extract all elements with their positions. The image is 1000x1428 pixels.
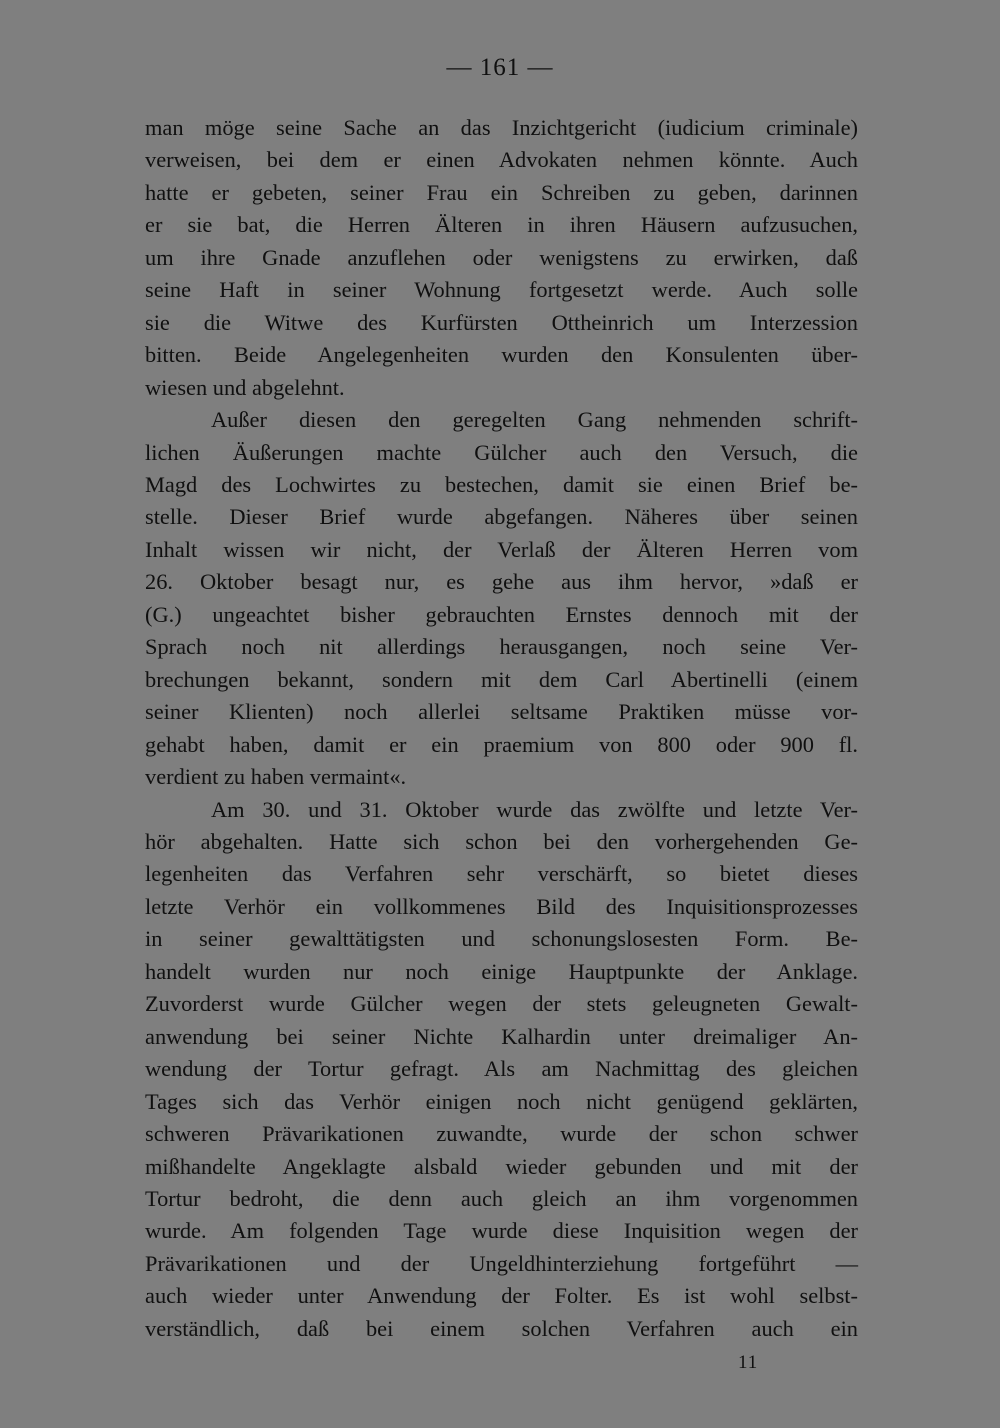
signature-mark: 11 [738,1352,759,1373]
text-line: verständlich, daß bei einem solchen Verfahren auch ein [145,1315,858,1341]
text-line: hatte er gebeten, seiner Frau ein Schreiben zu geben, darinnen [145,179,858,205]
text-line: lichen Äußerungen machte Gülcher auch den Versuch, die [145,439,858,465]
text-line: bitten. Beide Angelegenheiten wurden den Konsulenten über- [145,342,858,368]
text-line: Magd des Lochwirtes zu bestechen, damit sie einen Brief be- [145,471,858,497]
text-line: wendung der Tortur gefragt. Als am Nachmittag des gleichen [145,1056,858,1082]
text-line: Am 30. und 31. Oktober wurde das zwölfte und letzte Ver- [211,796,858,822]
text-line: hör abgehalten. Hatte sich schon bei den vorhergehenden Ge- [145,828,858,854]
text-line: Sprach noch nit allerdings herausgangen, noch seine Ver- [145,634,858,660]
text-line: letzte Verhör ein vollkommenes Bild des Inquisitionsprozesses [145,893,858,919]
text-line: verdient zu haben vermaint«. [145,764,407,790]
text-line: handelt wurden nur noch einige Hauptpunkte der Anklage. [145,958,858,984]
text-line: stelle. Dieser Brief wurde abgefangen. Näheres über seinen [145,504,858,530]
text-line: wiesen und abgelehnt. [145,374,345,400]
text-line: Zuvorderst wurde Gülcher wegen der stets geleugneten Gewalt- [145,991,858,1017]
text-line: man möge seine Sache an das Inzichtgericht (iudicium criminale) [145,115,858,140]
text-line: mißhandelte Angeklagte alsbald wieder gebunden und mit der [145,1153,858,1179]
text-line: wurde. Am folgenden Tage wurde diese Inquisition wegen der [145,1218,858,1244]
text-line: (G.) ungeachtet bisher gebrauchten Ernstes dennoch mit der [145,601,858,627]
text-line: Außer diesen den geregelten Gang nehmenden schrift- [211,407,858,433]
text-line: um ihre Gnade anzuflehen oder wenigstens zu erwirken, daß [145,244,858,270]
text-line: schweren Prävarikationen zuwandte, wurde der schon schwer [145,1121,858,1147]
text-line: Prävarikationen und der Ungeldhinterziehung fortgeführt — [145,1250,858,1276]
text-line: seine Haft in seiner Wohnung fortgesetzt werde. Auch solle [145,277,858,303]
text-line: brechungen bekannt, sondern mit dem Carl Abertinelli (einem [145,666,858,692]
text-line: verweisen, bei dem er einen Advokaten nehmen könnte. Auch [145,147,858,173]
text-line: Inhalt wissen wir nicht, der Verlaß der Älteren Herren vom [145,536,858,562]
text-line: anwendung bei seiner Nichte Kalhardin unter dreimaliger An- [145,1023,858,1049]
text-line: Tortur bedroht, die denn auch gleich an ihm vorgenommen [145,1185,858,1211]
text-line: in seiner gewalttätigsten und schonungslosesten Form. Be- [145,926,858,952]
body-text [145,112,858,1345]
text-line: 26. Oktober besagt nur, es gehe aus ihm hervor, »daß er [145,569,858,595]
page-number: — 161 — [446,54,554,81]
text-line: auch wieder unter Anwendung der Folter. Es ist wohl selbst- [145,1283,858,1309]
text-line: sie die Witwe des Kurfürsten Ottheinrich um Interzession [145,309,858,335]
text-line: er sie bat, die Herren Älteren in ihren Häusern aufzusuchen, [145,212,858,238]
text-line: gehabt haben, damit er ein praemium von 800 oder 900 fl. [145,731,858,757]
text-line: seiner Klienten) noch allerlei seltsame Praktiken müsse vor- [145,699,858,725]
text-line: Tages sich das Verhör einigen noch nicht genügend geklärten, [145,1088,858,1114]
text-line: legenheiten das Verfahren sehr verschärft, so bietet dieses [145,861,858,887]
